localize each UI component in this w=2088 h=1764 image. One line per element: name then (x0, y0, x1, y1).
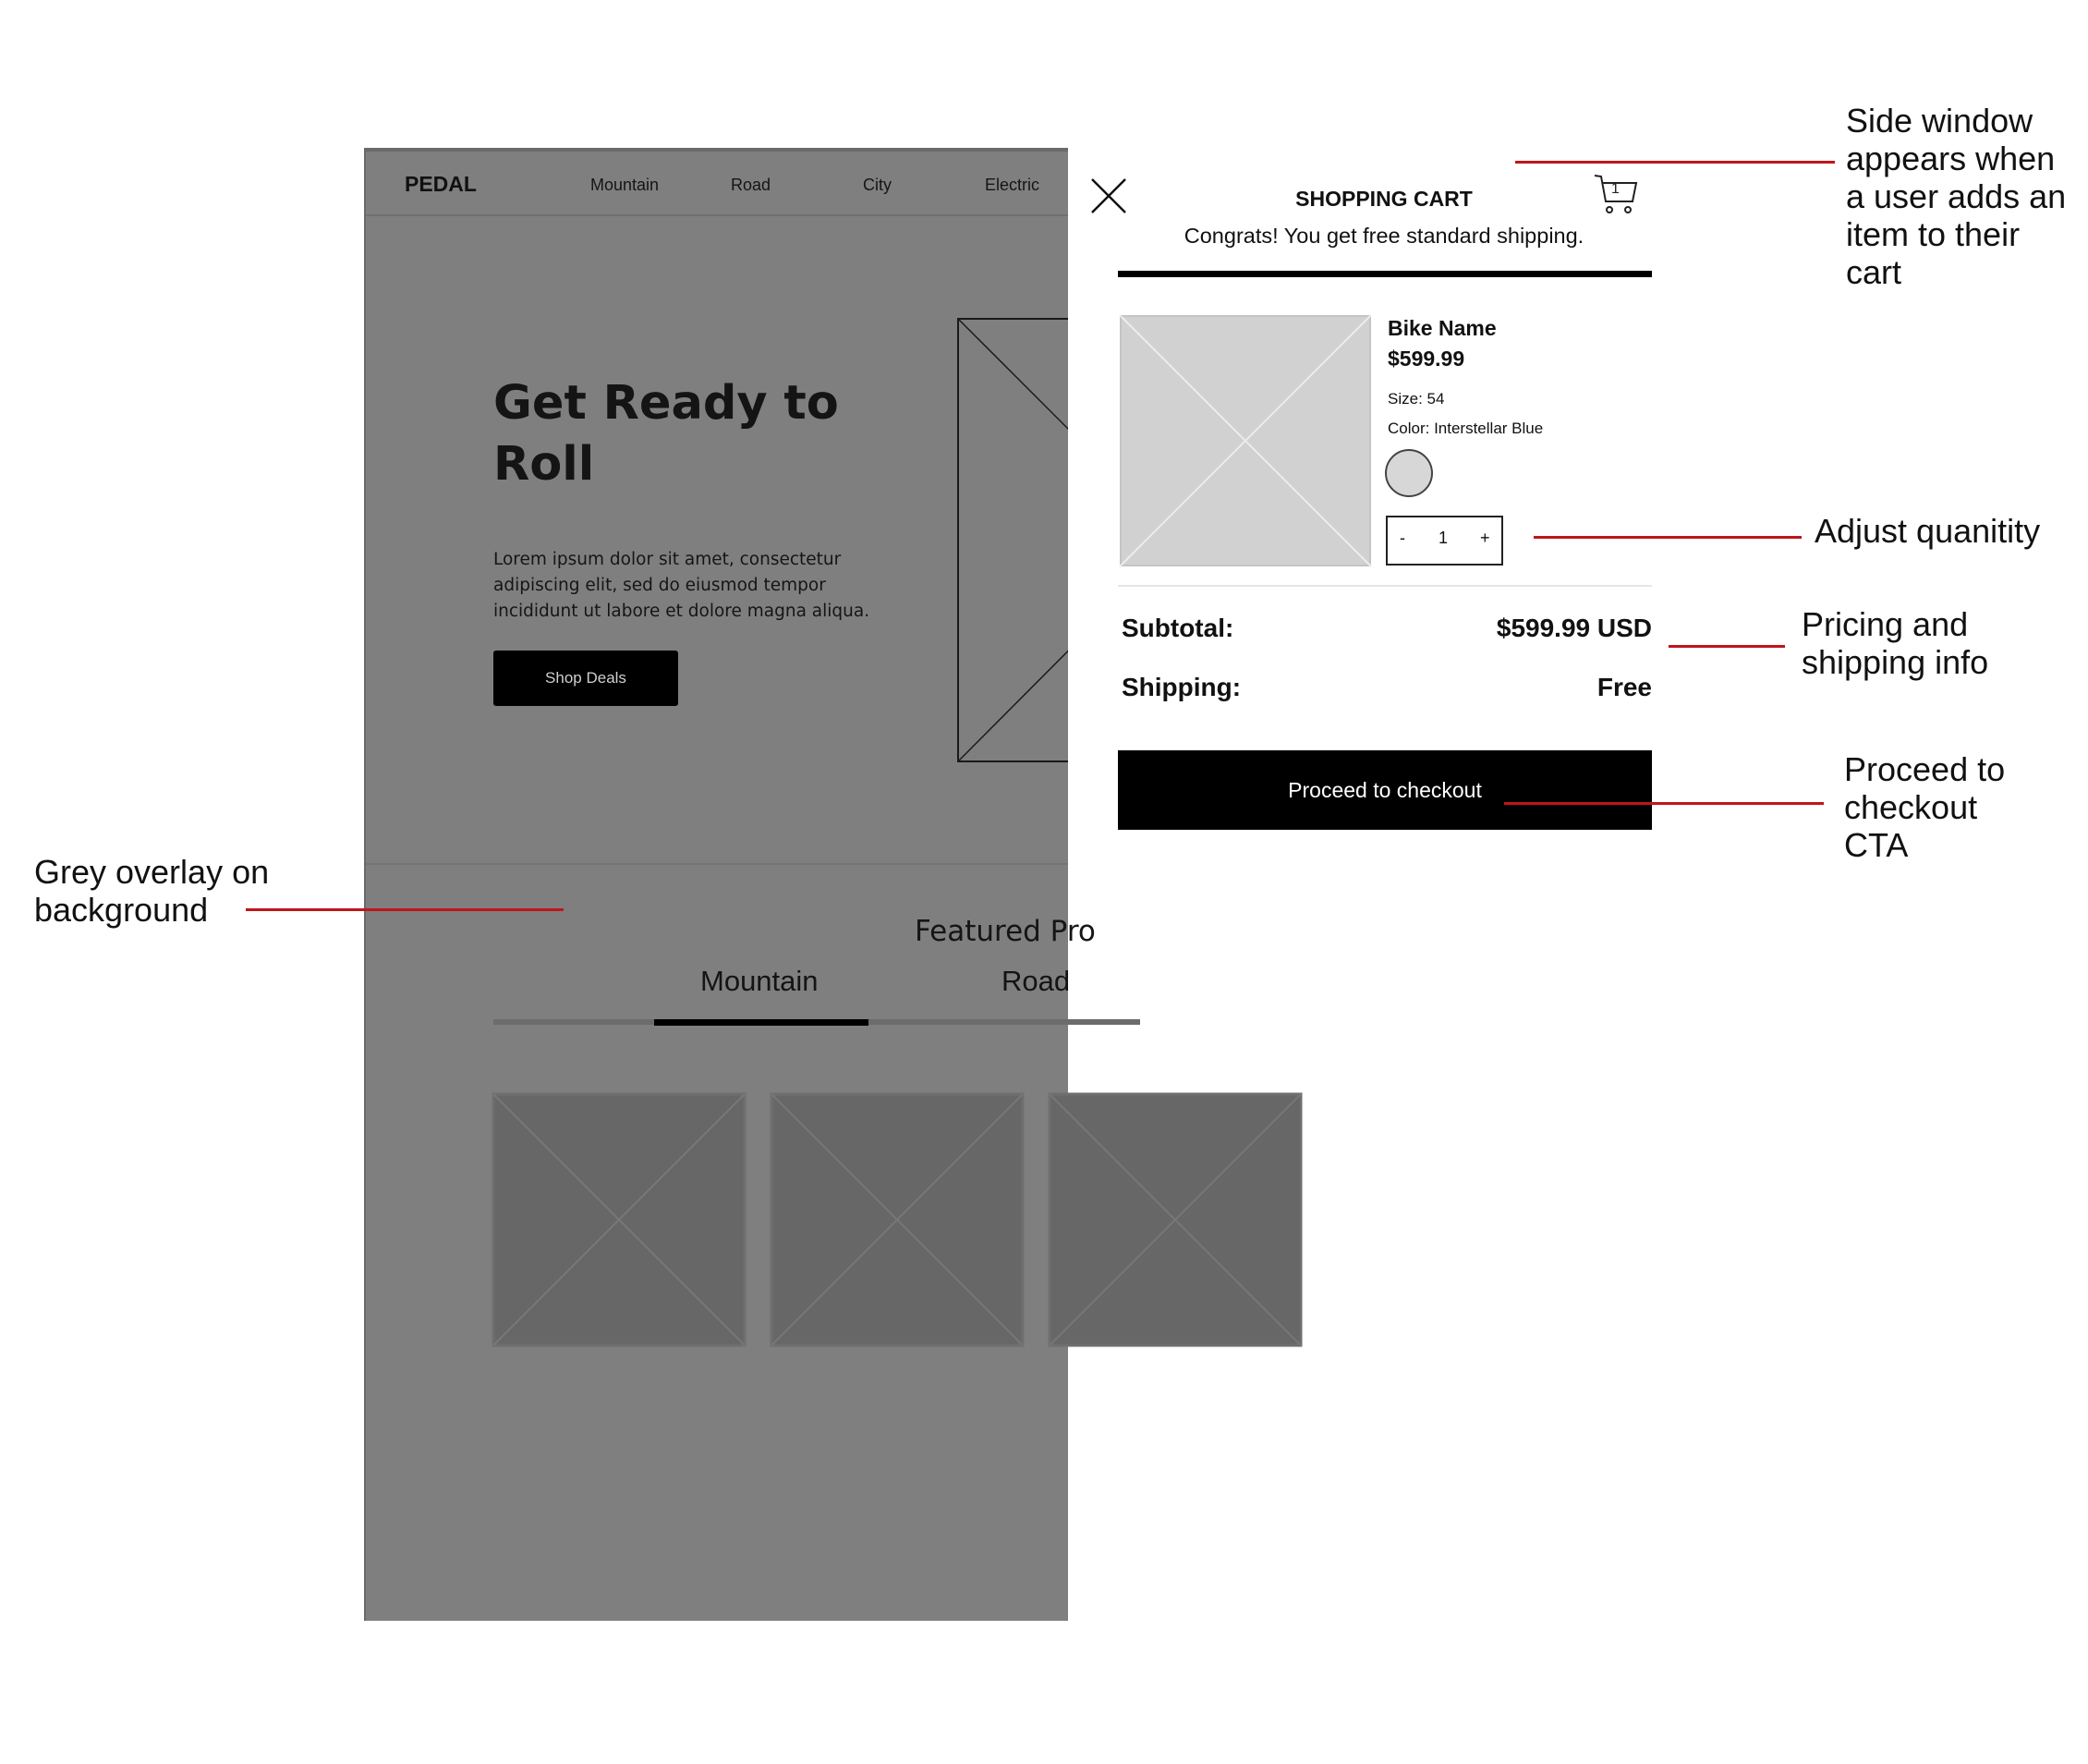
item-image-placeholder (1120, 315, 1371, 566)
nav-link-road: Road (731, 176, 771, 194)
background-page-overlay (364, 148, 1096, 1621)
annotation-checkout-cta: Proceed to checkout CTA (1844, 750, 2006, 864)
quantity-increase-button[interactable]: + (1480, 529, 1490, 547)
summary-divider (1118, 585, 1652, 587)
featured-products-title: Featured Pro (915, 915, 1096, 948)
nav-link-mountain: Mountain (590, 176, 660, 194)
nav-link-electric: Electric (985, 176, 1040, 194)
cart-count-badge: 1 (1611, 181, 1620, 197)
annotation-adjust-quantity: Adjust quanitity (1815, 512, 2041, 550)
product-card-placeholder (771, 1094, 1023, 1345)
item-price: $599.99 (1388, 347, 1465, 371)
annotation-pricing: Pricing and shipping info (1802, 605, 1989, 681)
annotation-line-pricing (1669, 645, 1785, 648)
hero-title: Get Ready to Roll (493, 376, 839, 492)
quantity-decrease-button[interactable]: - (1400, 529, 1405, 547)
shipping-value: Free (1596, 673, 1652, 701)
product-card-placeholder (1050, 1094, 1301, 1345)
brand-logo: PEDAL (405, 172, 477, 196)
item-name: Bike Name (1388, 316, 1497, 340)
annotation-line-checkout (1504, 802, 1824, 805)
product-card-placeholder (493, 1094, 745, 1345)
shipping-label: Shipping: (1122, 673, 1242, 701)
cart-title: SHOPPING CART (1295, 187, 1473, 211)
annotation-grey-overlay: Grey overlay on background (34, 853, 270, 929)
quantity-value[interactable]: 1 (1439, 529, 1449, 547)
subtotal-value: $599.99 USD (1496, 614, 1652, 642)
free-shipping-message: Congrats! You get free standard shipping. (1184, 224, 1584, 248)
annotation-side-window: Side window appears when a user adds an item to their cart (1846, 102, 2067, 291)
cart-header-divider (1118, 271, 1652, 277)
section-divider (366, 863, 1068, 865)
proceed-to-checkout-button[interactable]: Proceed to checkout (1118, 750, 1652, 830)
item-color: Color: Interstellar Blue (1388, 420, 1544, 437)
annotation-line-side-window (1515, 161, 1835, 164)
quantity-stepper (1386, 516, 1503, 566)
color-swatch[interactable] (1385, 449, 1433, 497)
subtotal-label: Subtotal: (1122, 614, 1234, 642)
item-size: Size: 54 (1388, 390, 1445, 408)
hero-body-text: Lorem ipsum dolor sit amet, consectetur adipiscing elit, sed do eiusmod tempor incididunt ut labore et dolore magna aliqua. (493, 550, 870, 621)
tab-active-indicator (654, 1019, 868, 1026)
top-nav (366, 152, 1068, 216)
annotation-line-quantity (1534, 536, 1802, 539)
shopping-cart-panel (1068, 148, 1678, 887)
shop-deals-button: Shop Deals (493, 651, 678, 706)
nav-link-city: City (863, 176, 892, 194)
tab-road: Road (1002, 965, 1071, 997)
tab-mountain: Mountain (700, 965, 819, 997)
